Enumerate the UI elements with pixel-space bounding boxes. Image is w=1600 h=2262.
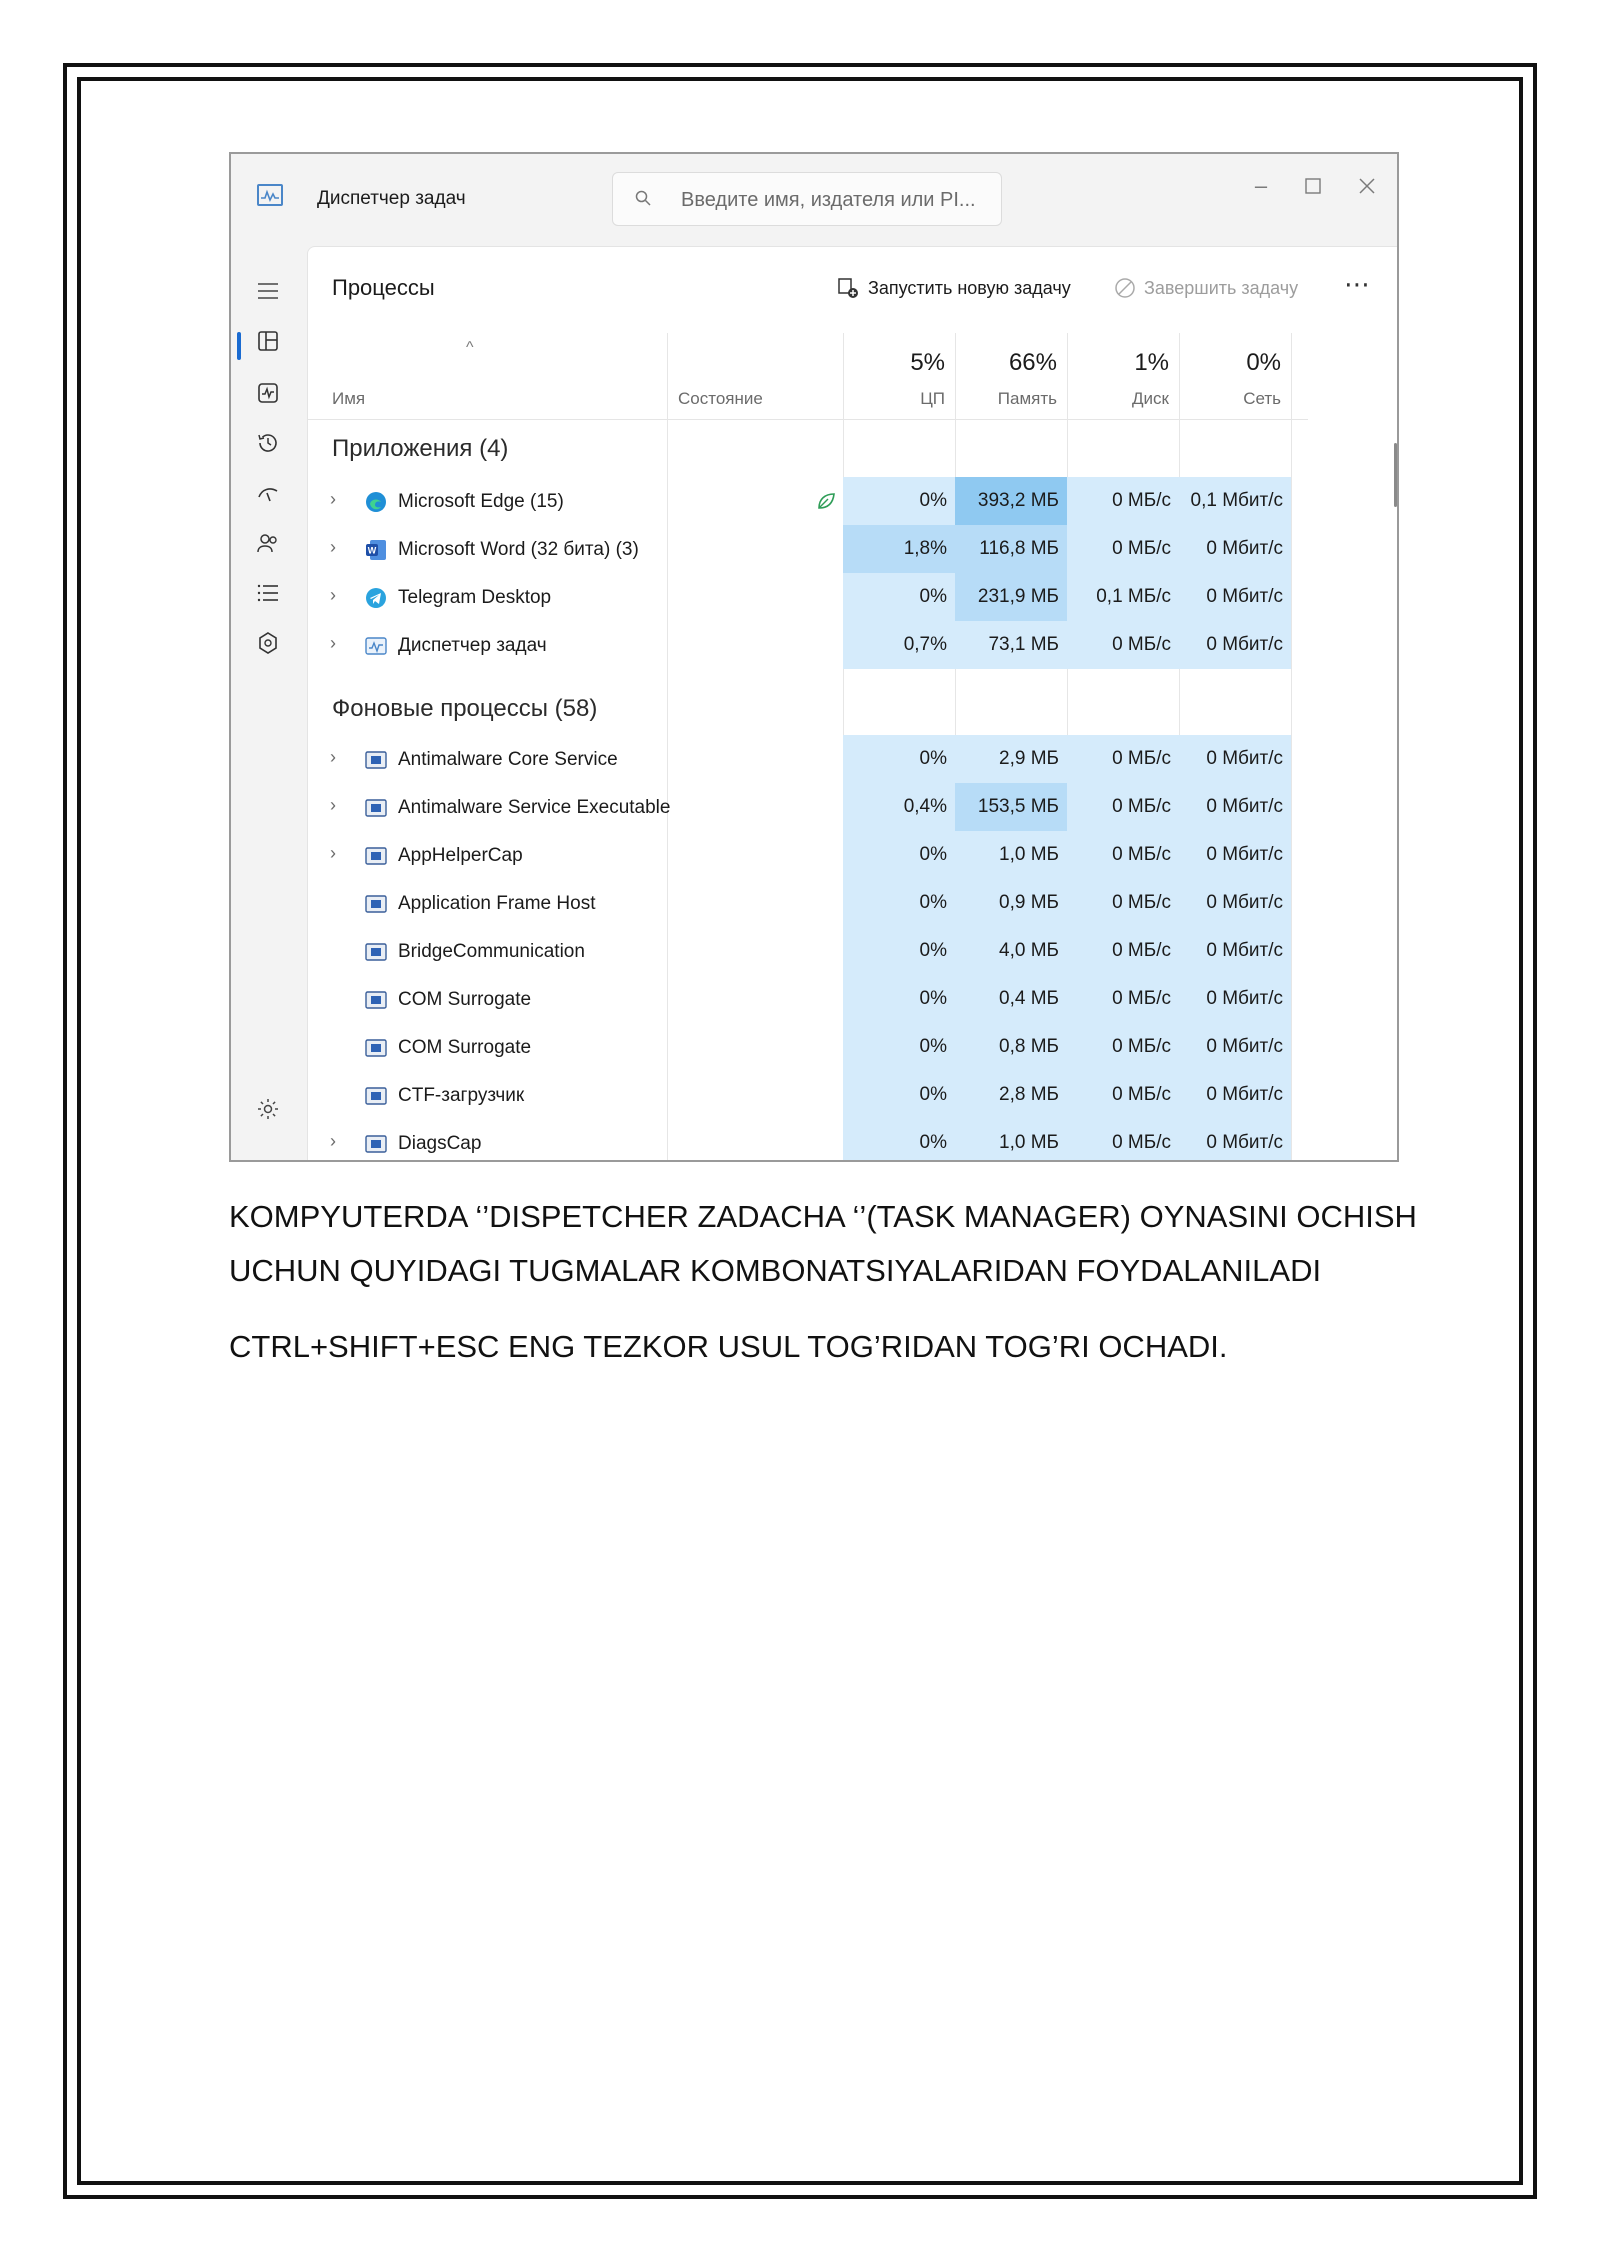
cpu-total-percent: 5% xyxy=(910,349,945,376)
efficiency-mode-leaf-icon xyxy=(814,489,838,513)
cpu-cell: 0,4% xyxy=(843,783,955,831)
process-name: Antimalware Service Executable xyxy=(398,797,671,818)
process-row[interactable] xyxy=(308,621,1308,669)
caption-line-1: KOMPYUTERDA ‘’DISPETCHER ZADACHA ‘’(TASK MANAGER) OYNASINI OCHISH xyxy=(229,1199,1417,1234)
disk-cell: 0,1 МБ/с xyxy=(1067,573,1179,621)
process-window-icon xyxy=(364,1036,388,1060)
disk-cell: 0 МБ/с xyxy=(1067,621,1179,669)
memory-cell: 73,1 МБ xyxy=(955,621,1067,669)
disk-cell: 0 МБ/с xyxy=(1067,783,1179,831)
process-window-icon xyxy=(364,844,388,868)
memory-total-percent: 66% xyxy=(1008,349,1057,376)
memory-cell: 1,0 МБ xyxy=(955,831,1067,879)
page-title: Процессы xyxy=(332,275,435,300)
startup-apps-nav-icon[interactable] xyxy=(247,472,289,514)
column-header-disk[interactable] xyxy=(1069,333,1179,419)
disk-cell: 0 МБ/с xyxy=(1067,525,1179,573)
tm-app-icon xyxy=(364,634,388,658)
process-table xyxy=(308,333,1399,1162)
disk-column-label: Диск xyxy=(1132,389,1169,408)
close-icon[interactable] xyxy=(1347,166,1387,206)
network-cell: 0 Мбит/с xyxy=(1179,783,1291,831)
process-row[interactable] xyxy=(308,975,1308,1023)
process-row[interactable] xyxy=(308,879,1308,927)
network-cell: 0 Мбит/с xyxy=(1179,1023,1291,1071)
process-window-icon xyxy=(364,940,388,964)
cpu-cell: 0% xyxy=(843,573,955,621)
processes-nav-icon[interactable] xyxy=(247,320,289,362)
active-nav-indicator xyxy=(237,332,241,360)
network-cell: 0 Мбит/с xyxy=(1179,1071,1291,1119)
svg-text:W: W xyxy=(367,545,377,556)
process-row[interactable] xyxy=(308,831,1308,879)
process-row[interactable] xyxy=(308,525,1308,573)
hamburger-menu-icon[interactable] xyxy=(247,270,289,312)
memory-cell: 153,5 МБ xyxy=(955,783,1067,831)
process-name: COM Surrogate xyxy=(398,1037,532,1058)
block-icon xyxy=(1114,277,1136,299)
cpu-cell: 0% xyxy=(843,477,955,525)
caption-line-2: UCHUN QUYIDAGI TUGMALAR KOMBONATSIYALARIDAN FOYDALANILADI xyxy=(229,1253,1322,1288)
process-window-icon xyxy=(364,1132,388,1156)
process-window-icon xyxy=(364,892,388,916)
disk-cell: 0 МБ/с xyxy=(1067,1071,1179,1119)
edge-app-icon xyxy=(364,490,388,514)
search-icon xyxy=(635,190,651,206)
caption-line-3: CTRL+SHIFT+ESC ENG TEZKOR USUL TOG’RIDAN TOG’RI OCHADI. xyxy=(229,1329,1228,1364)
disk-cell: 0 МБ/с xyxy=(1067,1023,1179,1071)
network-cell: 0,1 Мбит/с xyxy=(1179,477,1291,525)
cpu-cell: 0% xyxy=(843,927,955,975)
process-row[interactable] xyxy=(308,1071,1308,1119)
run-new-task-label: Запустить новую задачу xyxy=(868,277,1071,298)
process-window-icon xyxy=(364,1084,388,1108)
process-name: COM Surrogate xyxy=(398,989,532,1010)
disk-cell: 0 МБ/с xyxy=(1067,477,1179,525)
network-column-label: Сеть xyxy=(1243,389,1281,408)
disk-cell: 0 МБ/с xyxy=(1067,1119,1179,1162)
task-manager-screenshot xyxy=(229,152,1399,1162)
search-box[interactable] xyxy=(612,172,1002,226)
process-row[interactable] xyxy=(308,1119,1308,1162)
process-window-icon xyxy=(364,748,388,772)
processes-panel xyxy=(307,246,1399,1162)
navigation-rail xyxy=(231,246,307,1162)
cpu-cell: 0% xyxy=(843,735,955,783)
details-nav-icon[interactable] xyxy=(247,572,289,614)
process-row[interactable] xyxy=(308,573,1308,621)
network-cell: 0 Мбит/с xyxy=(1179,975,1291,1023)
task-manager-app-icon xyxy=(257,184,283,206)
minimize-icon[interactable]: – xyxy=(1254,173,1268,198)
column-header-memory[interactable] xyxy=(957,333,1067,419)
new-task-icon xyxy=(836,276,860,300)
vertical-scrollbar[interactable] xyxy=(1394,443,1397,507)
network-cell: 0 Мбит/с xyxy=(1179,621,1291,669)
cpu-cell: 0,7% xyxy=(843,621,955,669)
memory-cell: 2,9 МБ xyxy=(955,735,1067,783)
process-window-icon xyxy=(364,988,388,1012)
disk-cell: 0 МБ/с xyxy=(1067,975,1179,1023)
process-name: BridgeCommunication xyxy=(398,941,585,962)
expand-chevron-icon[interactable]: › xyxy=(330,747,336,767)
memory-cell: 393,2 МБ xyxy=(955,477,1067,525)
process-name: AppHelperCap xyxy=(398,845,523,866)
process-name: Application Frame Host xyxy=(398,893,596,914)
expand-chevron-icon[interactable]: › xyxy=(330,633,336,653)
memory-cell: 0,4 МБ xyxy=(955,975,1067,1023)
users-nav-icon[interactable] xyxy=(247,522,289,564)
process-name: Antimalware Core Service xyxy=(398,749,618,770)
column-header-cpu[interactable] xyxy=(845,333,955,419)
cpu-cell: 0% xyxy=(843,831,955,879)
process-row[interactable] xyxy=(308,1023,1308,1071)
background-section-heading: Фоновые процессы (58) xyxy=(332,695,598,722)
disk-total-percent: 1% xyxy=(1134,349,1169,376)
disk-cell: 0 МБ/с xyxy=(1067,735,1179,783)
apps-section-heading: Приложения (4) xyxy=(332,435,509,462)
cpu-cell: 0% xyxy=(843,1071,955,1119)
column-header-name[interactable]: Имя xyxy=(332,389,366,408)
network-cell: 0 Мбит/с xyxy=(1179,525,1291,573)
word-app-icon xyxy=(364,538,388,562)
caption-paragraph xyxy=(229,1190,1469,1298)
column-header-state[interactable]: Состояние xyxy=(678,389,763,408)
disk-cell: 0 МБ/с xyxy=(1067,831,1179,879)
title-bar xyxy=(231,154,1397,246)
shortcut-paragraph xyxy=(229,1320,1469,1374)
process-row[interactable] xyxy=(308,927,1308,975)
network-total-percent: 0% xyxy=(1246,349,1281,376)
network-cell: 0 Мбит/с xyxy=(1179,927,1291,975)
disk-cell: 0 МБ/с xyxy=(1067,927,1179,975)
cpu-cell: 0% xyxy=(843,975,955,1023)
performance-nav-icon[interactable] xyxy=(247,372,289,414)
process-window-icon xyxy=(364,796,388,820)
process-name: CTF-загрузчик xyxy=(398,1085,525,1106)
expand-chevron-icon[interactable]: › xyxy=(330,537,336,557)
expand-chevron-icon[interactable]: › xyxy=(330,795,336,815)
disk-cell: 0 МБ/с xyxy=(1067,879,1179,927)
network-cell: 0 Мбит/с xyxy=(1179,1119,1291,1162)
cpu-cell: 0% xyxy=(843,1023,955,1071)
end-task-label: Завершить задачу xyxy=(1144,277,1299,298)
cpu-cell: 0% xyxy=(843,879,955,927)
cpu-column-label: ЦП xyxy=(920,389,945,408)
network-cell: 0 Мбит/с xyxy=(1179,831,1291,879)
services-nav-icon[interactable] xyxy=(247,622,289,664)
window-title: Диспетчер задач xyxy=(317,188,466,209)
expand-chevron-icon[interactable]: › xyxy=(330,585,336,605)
end-task-button[interactable] xyxy=(1114,271,1298,305)
expand-chevron-icon[interactable]: › xyxy=(330,1131,336,1151)
memory-cell: 1,0 МБ xyxy=(955,1119,1067,1162)
expand-chevron-icon[interactable]: › xyxy=(330,489,336,509)
process-name: Telegram Desktop xyxy=(398,587,552,608)
memory-column-label: Память xyxy=(997,389,1057,408)
process-name: DiagsCap xyxy=(398,1133,482,1154)
network-cell: 0 Мбит/с xyxy=(1179,735,1291,783)
process-name: Microsoft Word (32 бита) (3) xyxy=(398,539,639,560)
memory-cell: 2,8 МБ xyxy=(955,1071,1067,1119)
process-row[interactable] xyxy=(308,783,1308,831)
memory-cell: 0,8 МБ xyxy=(955,1023,1067,1071)
process-name: Microsoft Edge (15) xyxy=(398,491,564,512)
search-input[interactable] xyxy=(679,185,983,215)
table-header xyxy=(308,333,1308,420)
settings-gear-icon[interactable] xyxy=(247,1088,289,1130)
more-options-icon[interactable]: ⋯ xyxy=(1344,269,1371,299)
expand-chevron-icon[interactable]: › xyxy=(330,843,336,863)
run-new-task-button[interactable] xyxy=(836,271,1071,305)
memory-cell: 0,9 МБ xyxy=(955,879,1067,927)
telegram-app-icon xyxy=(364,586,388,610)
cpu-cell: 1,8% xyxy=(843,525,955,573)
process-row[interactable] xyxy=(308,477,1308,525)
column-header-network[interactable] xyxy=(1181,333,1291,419)
process-row[interactable] xyxy=(308,735,1308,783)
maximize-icon[interactable] xyxy=(1293,166,1333,206)
memory-cell: 231,9 МБ xyxy=(955,573,1067,621)
process-name: Диспетчер задач xyxy=(398,635,547,656)
sort-ascending-icon[interactable]: ^ xyxy=(466,339,474,356)
memory-cell: 116,8 МБ xyxy=(955,525,1067,573)
memory-cell: 4,0 МБ xyxy=(955,927,1067,975)
network-cell: 0 Мбит/с xyxy=(1179,879,1291,927)
cpu-cell: 0% xyxy=(843,1119,955,1162)
network-cell: 0 Мбит/с xyxy=(1179,573,1291,621)
app-history-nav-icon[interactable] xyxy=(247,422,289,464)
